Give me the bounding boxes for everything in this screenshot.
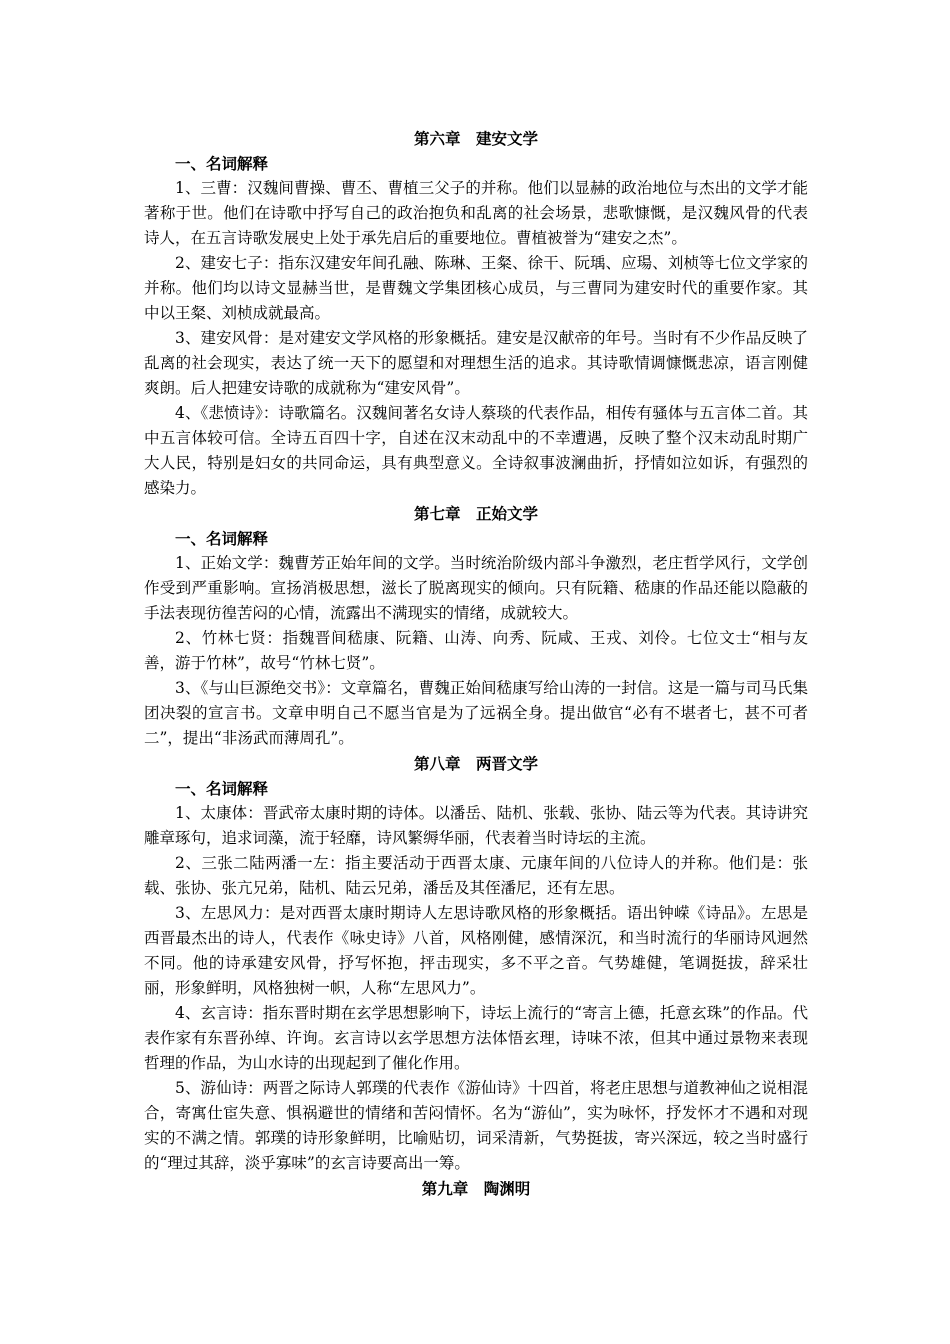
term-paragraph: 2、建安七子：指东汉建安年间孔融、陈琳、王粲、徐干、阮瑀、应瑒、刘桢等七位文学家的并称。他们均以诗文显赫当世，是曹魏文学集团核心成员，与三曹同为建安时代的重要作家。其中以王粲、刘桢成就最高。	[144, 254, 808, 322]
document-page	[144, 126, 808, 1201]
chapter-title: 第六章 建安文学	[413, 129, 538, 148]
chapter-title: 第八章 两晋文学	[413, 754, 538, 773]
term-paragraph: 1、正始文学：魏曹芳正始年间的文学。当时统治阶级内部斗争激烈，老庄哲学风行，文学创作受到严重影响。宣扬消极思想，滋长了脱离现实的倾向。只有阮籍、嵇康的作品还能以隐蔽的手法表现彷徨苦闷的心情，流露出不满现实的情绪，成就较大。	[144, 554, 808, 622]
chapter-6	[144, 126, 808, 501]
section-heading: 一、名词解释	[175, 779, 269, 798]
term-paragraph: 3、建安风骨：是对建安文学风格的形象概括。建安是汉献帝的年号。当时有不少作品反映了乱离的社会现实，表达了统一天下的愿望和对理想生活的追求。其诗歌情调慷慨悲凉，语言刚健爽朗。后人把建安诗歌的成就称为“建安风骨”。	[144, 329, 808, 397]
term-paragraph: 2、三张二陆两潘一左：指主要活动于西晋太康、元康年间的八位诗人的并称。他们是：张载、张协、张亢兄弟，陆机、陆云兄弟，潘岳及其侄潘尼，还有左思。	[144, 854, 808, 897]
section-heading: 一、名词解释	[175, 154, 269, 173]
term-paragraph: 4、《悲愤诗》：诗歌篇名。汉魏间著名女诗人蔡琰的代表作品，相传有骚体与五言体二首。其中五言体较可信。全诗五百四十字，自述在汉末动乱中的不幸遭遇，反映了整个汉末动乱时期广大人民，特别是妇女的共同命运，具有典型意义。全诗叙事波澜曲折，抒情如泣如诉，有强烈的感染力。	[144, 404, 808, 497]
chapter-8	[144, 751, 808, 1176]
term-paragraph: 3、《与山巨源绝交书》：文章篇名，曹魏正始间嵇康写给山涛的一封信。这是一篇与司马氏集团决裂的宣言书。文章申明自己不愿当官是为了远祸全身。提出做官“必有不堪者七，甚不可者二”，提出“非汤武而薄周孔”。	[144, 679, 808, 747]
term-paragraph: 2、竹林七贤：指魏晋间嵇康、阮籍、山涛、向秀、阮咸、王戎、刘伶。七位文士“相与友善，游于竹林”，故号“竹林七贤”。	[144, 629, 808, 672]
chapter-7	[144, 501, 808, 751]
chapter-title: 第七章 正始文学	[413, 504, 538, 523]
term-paragraph: 1、三曹：汉魏间曹操、曹丕、曹植三父子的并称。他们以显赫的政治地位与杰出的文学才能著称于世。他们在诗歌中抒写自己的政治抱负和乱离的社会场景，悲歌慷慨，是汉魏风骨的代表诗人，在五言诗歌发展史上处于承先启后的重要地位。曹植被誉为“建安之杰”。	[144, 179, 808, 247]
term-paragraph: 1、太康体：晋武帝太康时期的诗体。以潘岳、陆机、张载、张协、陆云等为代表。其诗讲究雕章琢句，追求词藻，流于轻靡，诗风繁缛华丽，代表着当时诗坛的主流。	[144, 804, 808, 847]
term-paragraph: 4、玄言诗：指东晋时期在玄学思想影响下，诗坛上流行的“寄言上德，托意玄珠”的作品。代表作家有东晋孙绰、许询。玄言诗以玄学思想方法体悟玄理，诗味不浓，但其中通过景物来表现哲理的作品，为山水诗的出现起到了催化作用。	[144, 1004, 808, 1072]
term-paragraph: 5、游仙诗：两晋之际诗人郭璞的代表作《游仙诗》十四首，将老庄思想与道教神仙之说相混合，寄寓仕宦失意、惧祸避世的情绪和苦闷情怀。名为“游仙”，实为咏怀，抒发怀才不遇和对现实的不满之情。郭璞的诗形象鲜明，比喻贴切，词采清新，气势挺拔，寄兴深远，较之当时盛行的“理过其辞，淡乎寡味”的玄言诗要高出一筹。	[144, 1079, 808, 1172]
chapter-9	[144, 1176, 808, 1201]
section-heading: 一、名词解释	[175, 529, 269, 548]
term-paragraph: 3、左思风力：是对西晋太康时期诗人左思诗歌风格的形象概括。语出钟嵘《诗品》。左思是西晋最杰出的诗人，代表作《咏史诗》八首，风格刚健，感情深沉，和当时流行的华丽诗风迥然不同。他的诗承建安风骨，抒写怀抱，抨击现实，多不平之音。气势雄健，笔调挺拔，辞采壮丽，形象鲜明，风格独树一帜，人称“左思风力”。	[144, 904, 808, 997]
chapter-title: 第九章 陶渊明	[421, 1179, 531, 1198]
